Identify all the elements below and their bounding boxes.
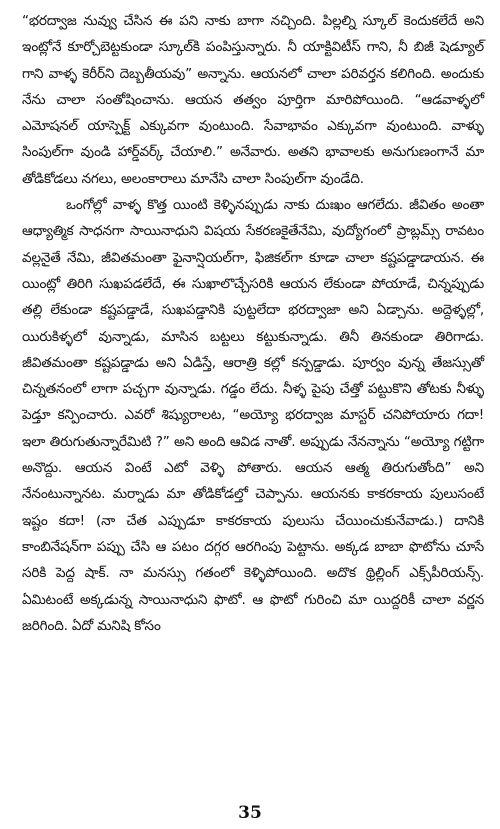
page-number: 35 — [238, 803, 262, 823]
paragraph-2: ఒంగోల్లో వాళ్ళ కొత్త యింటి కెళ్ళినప్పుడు నాకు దుఃఖం ఆగలేదు. జీవితం అంతా ఆధ్యాత్మిక సాధనగా సాయినాధుని విషయ సేకరణకైతేనేమి, వుద్యోగంలో ప్రాబ్లమ్స్ రావటం వల్లనైతే నేమి, జీవితమంతా ఫైనాన్షియల్‌గా, ఫిజికల్‌గా కూడా చాలా కష్టపడ్డాడాయన. ఈ యింట్లో తిరిగి సుఖపడలేదే, ఈ సుఖాలొచ్చేసరికి ఆయన లేకుండా పోయాడే, చిన్నప్పుడు తల్లి లేకుండా కష్టపడ్డాడే, సుఖపడ్డానికి పుట్టలేదా భరద్వాజా అని ఏడ్చాను. అద్దెళ్ళల్లో, యిరుకిళ్ళలో వున్నాడు, మాసిన బట్టలు కట్టుకున్నాడు. తినీ తినకుండా తిరిగాడు. జీవితమంతా కష్టపడ్డాడు అని ఏడిస్తే, ఆరాత్రి కల్లో కన్పడ్డాడు. పూర్వం వున్న తేజస్సుతో చిన్నతనంలో లాగా పచ్చగా వున్నాడు. గడ్డం లేదు. నీళ్ళ పైపు చేత్తో పట్టుకొని తోటకు నీళ్ళు పెడ్తూ కన్పించారు. ఎవరో శిష్యురాలట, “అయ్యో భరద్వాజ మాస్టర్ చనిపోయారు గదా! ఇలా తిరుగుతున్నారేమిటి ?” అని అంది ఆవిడ నాతో. అప్పుడు నేనన్నాను “అయ్యో గట్టిగా అనొద్దు. ఆయన వింటే ఎటో వెళ్ళి పోతారు. ఆయన ఆత్మ తిరుగుతోంది” అని నేనంటున్నానట. మర్నాడు మా తోడికోడల్తో చెప్పాను. ఆయనకు కాకరకాయ పులుసంటే ఇష్టం కదా! (నా చేత ఎప్పుడూ కాకరకాయ పులుసు చేయించుకునేవాడు.) దానికి కాంబినేషన్‌గా పప్పు చేసి ఆ పటం దగ్గర ఆరగింపు పెట్టాను. అక్కడ బాబా ఫొటోను చూసే సరికి పెద్ద షాక్. నా మనస్సు గతంలో కెళ్ళిపోయింది. అదొక థ్రిల్లింగ్ ఎక్స్‌పీరియన్స్. ఏమిటంటే అక్కడున్న సాయినాధుని ఫొటో. ఆ ఫొటో గురించి మా యిద్దరికీ చాలా వర్ణన జరిగింది. ఏదో మనిషి కోసం — [22, 197, 484, 634]
paragraph-1: “భరద్వాజ నువ్వు చేసిన ఈ పని నాకు బాగా నచ్చింది. పిల్లల్ని స్కూల్ కెందుకలేదే అని ఇంట్లోనే కూర్చోబెట్టకుండా స్కూల్‌కి పంపిస్తున్నారు. నీ యాక్టివిటీస్ గాని, నీ బిజీ షెడ్యూల్ గాని వాళ్ళ కెరీర్‌ని దెబ్బతీయవు” అన్నాను. ఆయనలో చాలా పరివర్తన కలిగింది. అందుకు నేను చాలా సంతోషించాను. ఆయన తత్వం పూర్తిగా మారిపోయింది. “ఆడవాళ్ళలో ఎమోషనల్ యాస్పెక్ట్ ఎక్కువగా వుంటుంది. సేవాభావం ఎక్కువగా వుంటుంది. వాళ్ళు సింపుల్‌గా వుండి హార్డ్‌వర్క్ చేయాలి.” అనేవారు. అతని భావాలకు అనుగుణంగానే మా తోడికోడలు నగలు, అలంకారాలు మానేసి చాలా సింపుల్‌గా వుండేది. — [22, 13, 484, 187]
body-text — [22, 8, 484, 639]
